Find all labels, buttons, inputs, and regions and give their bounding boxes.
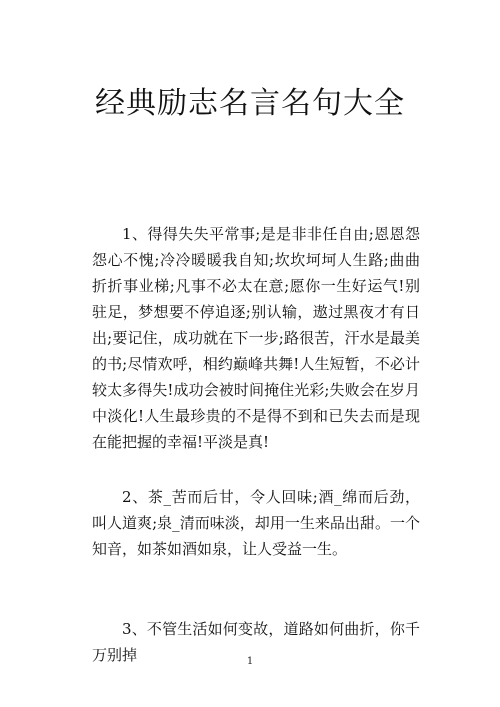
quote-paragraph-2: 2、茶_苦而后甘，令人回味;酒_绵而后劲，叫人道爽;泉_清而味淡，却用一生来品出甜。一个知音，如茶如酒如泉，让人受益一生。	[92, 488, 420, 558]
quote-paragraph-3: 3、不管生活如何变故，道路如何曲折，你千万别掉	[92, 620, 420, 664]
page-number: 1	[246, 656, 254, 667]
quote-paragraph-1: 1、得得失失平常事;是是非非任自由;恩恩怨怨心不愧;冷冷暖暖我自知;坎坎坷坷人生路;曲曲折折事业梯;凡事不必太在意;愿你一生好运气!别驻足，梦想要不停追逐;别认输，遨过黑夜才有日出;要记住，成功就在下一步;路很苦，汗水是最美的书;尽情欢呼，相约巅峰共舞!人生短暂，不必计较太多得失!成功会被时间掩住光彩;失败会在岁月中淡化!人生最珍贵的不是得不到和已失去而是现在能把握的幸福!平淡是真!	[92, 225, 420, 451]
document-title: 经典励志名言名句大全	[95, 86, 405, 121]
